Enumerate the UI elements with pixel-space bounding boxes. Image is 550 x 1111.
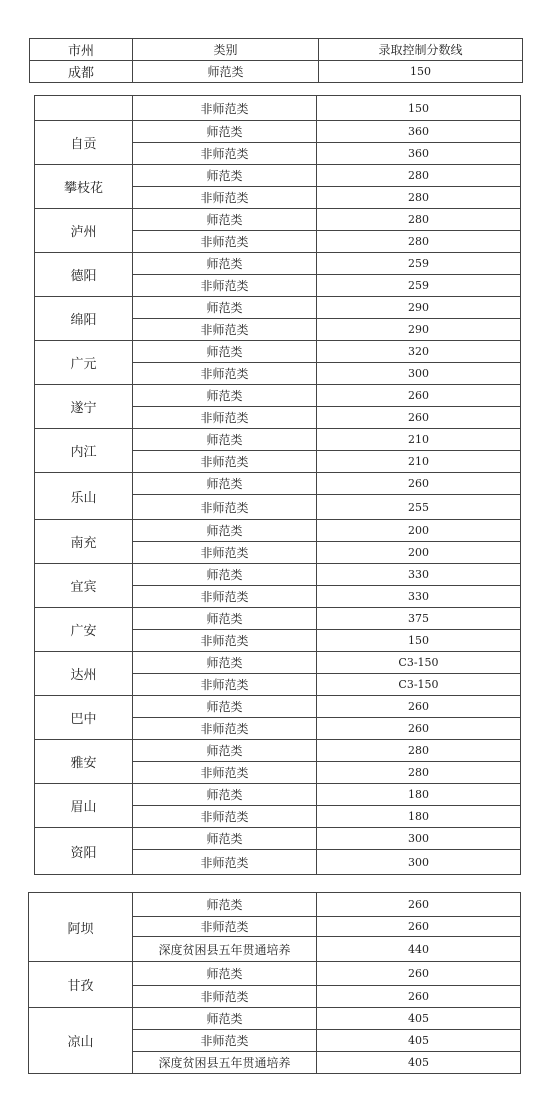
category-cell: 非师范类 (133, 187, 317, 209)
category-cell: 师范类 (133, 962, 317, 986)
score-table-part-1 (29, 38, 523, 83)
table-row (35, 253, 521, 275)
city-cell: 甘孜 (29, 962, 133, 1008)
score-cell: 180 (317, 784, 521, 806)
score-cell: 300 (317, 828, 521, 850)
category-cell: 师范类 (133, 608, 317, 630)
score-cell: 330 (317, 586, 521, 608)
category-cell: 非师范类 (133, 495, 317, 520)
score-cell: 260 (317, 917, 521, 937)
city-cell: 德阳 (35, 253, 133, 297)
score-cell: 360 (317, 121, 521, 143)
category-cell: 非师范类 (133, 275, 317, 297)
city-cell: 广元 (35, 341, 133, 385)
city-cell: 乐山 (35, 473, 133, 520)
score-cell: 280 (317, 762, 521, 784)
table-row (35, 429, 521, 451)
table-row (35, 520, 521, 542)
city-cell: 雅安 (35, 740, 133, 784)
city-cell: 南充 (35, 520, 133, 564)
score-cell: 280 (317, 187, 521, 209)
city-cell: 眉山 (35, 784, 133, 828)
category-cell: 非师范类 (133, 718, 317, 740)
table-row (35, 121, 521, 143)
header-score: 录取控制分数线 (319, 39, 523, 61)
table-row (35, 696, 521, 718)
city-cell: 攀枝花 (35, 165, 133, 209)
category-cell: 非师范类 (133, 96, 317, 121)
category-cell: 非师范类 (133, 586, 317, 608)
category-cell: 师范类 (133, 429, 317, 451)
category-cell: 师范类 (133, 297, 317, 319)
score-cell: 260 (317, 718, 521, 740)
category-cell: 师范类 (133, 520, 317, 542)
header-row (30, 39, 523, 61)
table-row (35, 385, 521, 407)
city-cell: 泸州 (35, 209, 133, 253)
table-row (35, 297, 521, 319)
score-cell: 260 (317, 385, 521, 407)
category-cell: 深度贫困县五年贯通培养 (133, 1052, 317, 1074)
score-cell: C3-150 (317, 674, 521, 696)
category-cell: 非师范类 (133, 762, 317, 784)
score-cell: 405 (317, 1052, 521, 1074)
category-cell: 非师范类 (133, 1030, 317, 1052)
category-cell: 非师范类 (133, 363, 317, 385)
table-row (30, 61, 523, 83)
category-cell: 非师范类 (133, 986, 317, 1008)
category-cell: 师范类 (133, 473, 317, 495)
score-cell: 360 (317, 143, 521, 165)
city-cell: 资阳 (35, 828, 133, 875)
category-cell: 非师范类 (133, 143, 317, 165)
category-cell: 师范类 (133, 253, 317, 275)
score-cell: 290 (317, 319, 521, 341)
table-row (35, 740, 521, 762)
category-cell: 师范类 (133, 652, 317, 674)
score-cell: 255 (317, 495, 521, 520)
category-cell: 师范类 (133, 784, 317, 806)
city-cell: 凉山 (29, 1008, 133, 1074)
table-row (35, 652, 521, 674)
score-cell: 260 (317, 473, 521, 495)
score-cell: 200 (317, 542, 521, 564)
city-cell: 自贡 (35, 121, 133, 165)
category-cell: 师范类 (133, 893, 317, 917)
category-cell: 师范类 (133, 341, 317, 363)
score-cell: 260 (317, 962, 521, 986)
score-table-part-2 (34, 95, 521, 875)
category-cell: 师范类 (133, 165, 317, 187)
score-cell: 375 (317, 608, 521, 630)
score-cell: 150 (317, 96, 521, 121)
city-cell: 广安 (35, 608, 133, 652)
table-row (35, 473, 521, 495)
city-cell: 遂宁 (35, 385, 133, 429)
city-cell: 宜宾 (35, 564, 133, 608)
category-cell: 师范类 (133, 740, 317, 762)
category-cell: 师范类 (133, 564, 317, 586)
category-cell: 非师范类 (133, 630, 317, 652)
category-cell: 非师范类 (133, 407, 317, 429)
table-row (29, 962, 521, 986)
category-cell: 深度贫困县五年贯通培养 (133, 937, 317, 962)
city-cell-empty (35, 96, 133, 121)
city-cell: 巴中 (35, 696, 133, 740)
score-cell: 260 (317, 986, 521, 1008)
category-cell: 师范类 (133, 696, 317, 718)
category-cell: 非师范类 (133, 451, 317, 473)
score-cell: 150 (317, 630, 521, 652)
table-row (35, 165, 521, 187)
score-table-part-3 (28, 892, 521, 1074)
score-cell: 280 (317, 165, 521, 187)
city-cell: 绵阳 (35, 297, 133, 341)
score-cell: 290 (317, 297, 521, 319)
category-cell: 非师范类 (133, 850, 317, 875)
city-cell: 达州 (35, 652, 133, 696)
category-cell: 非师范类 (133, 231, 317, 253)
score-cell: 180 (317, 806, 521, 828)
score-cell: 280 (317, 209, 521, 231)
header-city: 市州 (30, 39, 133, 61)
score-cell: 320 (317, 341, 521, 363)
city-cell: 阿坝 (29, 893, 133, 962)
category-cell: 师范类 (133, 121, 317, 143)
score-cell: 260 (317, 407, 521, 429)
score-cell: 405 (317, 1008, 521, 1030)
score-cell: 300 (317, 850, 521, 875)
score-cell: 259 (317, 253, 521, 275)
category-cell: 非师范类 (133, 319, 317, 341)
score-cell: C3-150 (317, 652, 521, 674)
category-cell: 师范类 (133, 61, 319, 83)
category-cell: 师范类 (133, 209, 317, 231)
category-cell: 非师范类 (133, 674, 317, 696)
table-row (35, 96, 521, 121)
score-cell: 200 (317, 520, 521, 542)
score-cell: 300 (317, 363, 521, 385)
header-category: 类别 (133, 39, 319, 61)
city-cell: 内江 (35, 429, 133, 473)
table-row (35, 209, 521, 231)
category-cell: 师范类 (133, 828, 317, 850)
category-cell: 师范类 (133, 1008, 317, 1030)
table-row (29, 893, 521, 917)
table-row (29, 1008, 521, 1030)
score-cell: 210 (317, 429, 521, 451)
category-cell: 师范类 (133, 385, 317, 407)
score-cell: 330 (317, 564, 521, 586)
category-cell: 非师范类 (133, 542, 317, 564)
table-row (35, 608, 521, 630)
score-cell: 440 (317, 937, 521, 962)
score-cell: 280 (317, 231, 521, 253)
score-cell: 260 (317, 893, 521, 917)
score-cell: 259 (317, 275, 521, 297)
table-row (35, 828, 521, 850)
table-row (35, 784, 521, 806)
table-row (35, 564, 521, 586)
city-cell: 成都 (30, 61, 133, 83)
score-cell: 260 (317, 696, 521, 718)
score-cell: 280 (317, 740, 521, 762)
score-cell: 150 (319, 61, 523, 83)
score-cell: 210 (317, 451, 521, 473)
category-cell: 非师范类 (133, 917, 317, 937)
table-row (35, 341, 521, 363)
score-cell: 405 (317, 1030, 521, 1052)
category-cell: 非师范类 (133, 806, 317, 828)
